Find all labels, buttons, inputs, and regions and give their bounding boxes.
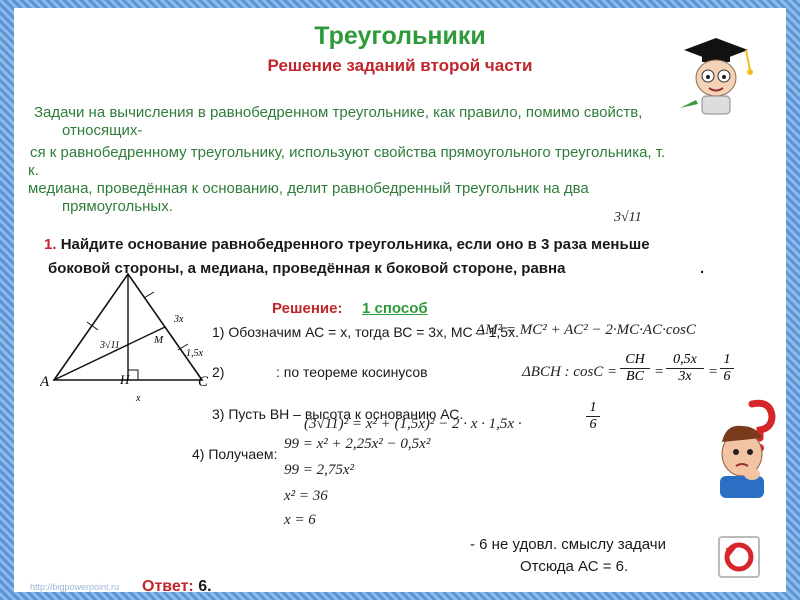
return-arrow-icon — [720, 538, 758, 576]
answer-label: Ответ: — [142, 578, 194, 592]
intro-line-4: к. — [28, 162, 39, 179]
fraction-half-x — [666, 352, 704, 385]
fraction-substitution — [586, 400, 600, 433]
fraction-half-x-num: 0,5x — [673, 352, 697, 367]
answer-value: 6. — [198, 578, 212, 592]
intro-line-3: ся к равнобедренному треугольнику, используют свойства прямоугольного треугольника, т. — [30, 144, 666, 161]
vertex-c-label: C — [198, 374, 209, 390]
intro-line-5: медиана, проведённая к основанию, делит равнобедренный треугольник на два — [28, 180, 589, 197]
fraction-substitution-den: 6 — [586, 416, 600, 433]
side-3x-label: 3x — [174, 314, 184, 325]
equation-3: x² = 36 — [284, 488, 328, 504]
footer-watermark: http://bigpowerpoint.ru — [30, 582, 120, 592]
problem-number: 1. — [44, 236, 57, 253]
note-conclusion: Отсюда АС = 6. — [520, 558, 629, 575]
step-2-number: 2) — [212, 364, 225, 380]
formula-substitution: (3√11)² = x² + (1,5x)² − 2 · x · 1,5x · — [304, 416, 522, 432]
intro-line-1: Задачи на вычисления в равнобедренном треугольнике, как правило, помимо свойств, — [34, 104, 643, 121]
solution-method: 1 способ — [362, 300, 428, 317]
formula-cos-c-label: ΔBCH : cosC = — [522, 364, 618, 380]
fraction-ch-bc — [620, 352, 650, 385]
vertex-a-label: A — [40, 374, 50, 390]
foot-h-label: H — [120, 372, 130, 387]
fraction-bc: BC — [620, 368, 650, 385]
solution-label: Решение: — [272, 300, 343, 317]
median-value-label: 3√11 — [614, 210, 642, 225]
problem-end-dot: . — [700, 260, 705, 277]
median-label: 3√11 — [100, 340, 120, 351]
step-1: 1) Обозначим АС = х, тогда ВС = 3х, МС = 1,5х. — [212, 324, 519, 340]
fraction-one-sixth-den: 6 — [720, 368, 734, 385]
fraction-one-sixth — [720, 352, 734, 385]
return-button[interactable] — [718, 536, 760, 578]
problem-text-1: Найдите основание равнобедренного треугольника, если оно в 3 раза меньше — [60, 236, 650, 253]
thinking-person-icon — [712, 398, 784, 498]
intro-line-6: прямоугольных. — [62, 198, 173, 215]
problem-text-2: боковой стороны, а медиана, проведённая к боковой стороне, равна — [48, 260, 566, 277]
fraction-substitution-num: 1 — [589, 400, 597, 415]
half-side-label: 1,5x — [186, 348, 203, 359]
step-4: 4) Получаем: — [192, 446, 278, 462]
professor-icon — [676, 36, 762, 116]
step-3: 3) Пусть ВН – высота к основанию АС. — [212, 406, 464, 422]
answer-line — [142, 578, 212, 592]
equation-1: 99 = x² + 2,25x² − 0,5x² — [284, 436, 431, 452]
step-2-text: : по теореме косинусов — [276, 364, 428, 380]
equation-4: x = 6 — [284, 512, 316, 528]
slide: Треугольники Решение заданий второй части Задачи на вычисления в равнобедренном треугольнике, как правило, помимо свойств, относящих- ся к равнобедренному треугольнику, используют свойства прямоугольного треугольника, т. к. медиана, проведённая к основанию, делит равнобедренный треугольник на два прямоугольных. 3√11 1. Найдите основание равнобедренного треугольника, если оно в 3 раза меньше боковой стороны, а медиана, проведённая к боковой стороне, равна . A C H M x 3x 1,5x 3√11 Решение: 1 способ 1) Обозначим АС = х, тогда ВС = 3х, МС = 1,5х. AM² = MC² + AC² − 2·MC·AC·cosC 2) : по теореме косинусов ΔBCH : cosC = CH BC = $\frac{0,5x}{3x}$ = $\frac{1}{6}$ 3) Пусть ВН – высота к основанию АС. (3√11)² = x² + (1,5x)² − 2 · x · 1,5x · $\frac{1}{6}$ 4) Получаем: 99 = x² + 2,25x² − 0,5x² 99 = 2,75x² x² = 36 x = 6 - 6 не удовл. смыслу задачи Отсюда АС = 6. Ответ: 6. http://bigpowerpoint.ru — [14, 8, 786, 592]
fraction-ch: CH — [625, 352, 645, 367]
equation-2: 99 = 2,75x² — [284, 462, 355, 478]
problem-line-1 — [44, 236, 650, 253]
note-not-satisfying: - 6 не удовл. смыслу задачи — [470, 536, 666, 553]
intro-line-2: относящих- — [62, 122, 143, 139]
base-x-label: x — [136, 393, 141, 402]
slide-title: Треугольники — [314, 22, 486, 50]
triangle-figure — [40, 270, 220, 402]
slide-subtitle: Решение заданий второй части — [267, 56, 533, 75]
fraction-half-x-den: 3x — [666, 368, 704, 385]
midpoint-m-label: M — [154, 334, 164, 346]
formula-cosine-law: AM² = MC² + AC² − 2·MC·AC·cosC — [476, 322, 696, 338]
fraction-one-sixth-num: 1 — [723, 352, 731, 367]
